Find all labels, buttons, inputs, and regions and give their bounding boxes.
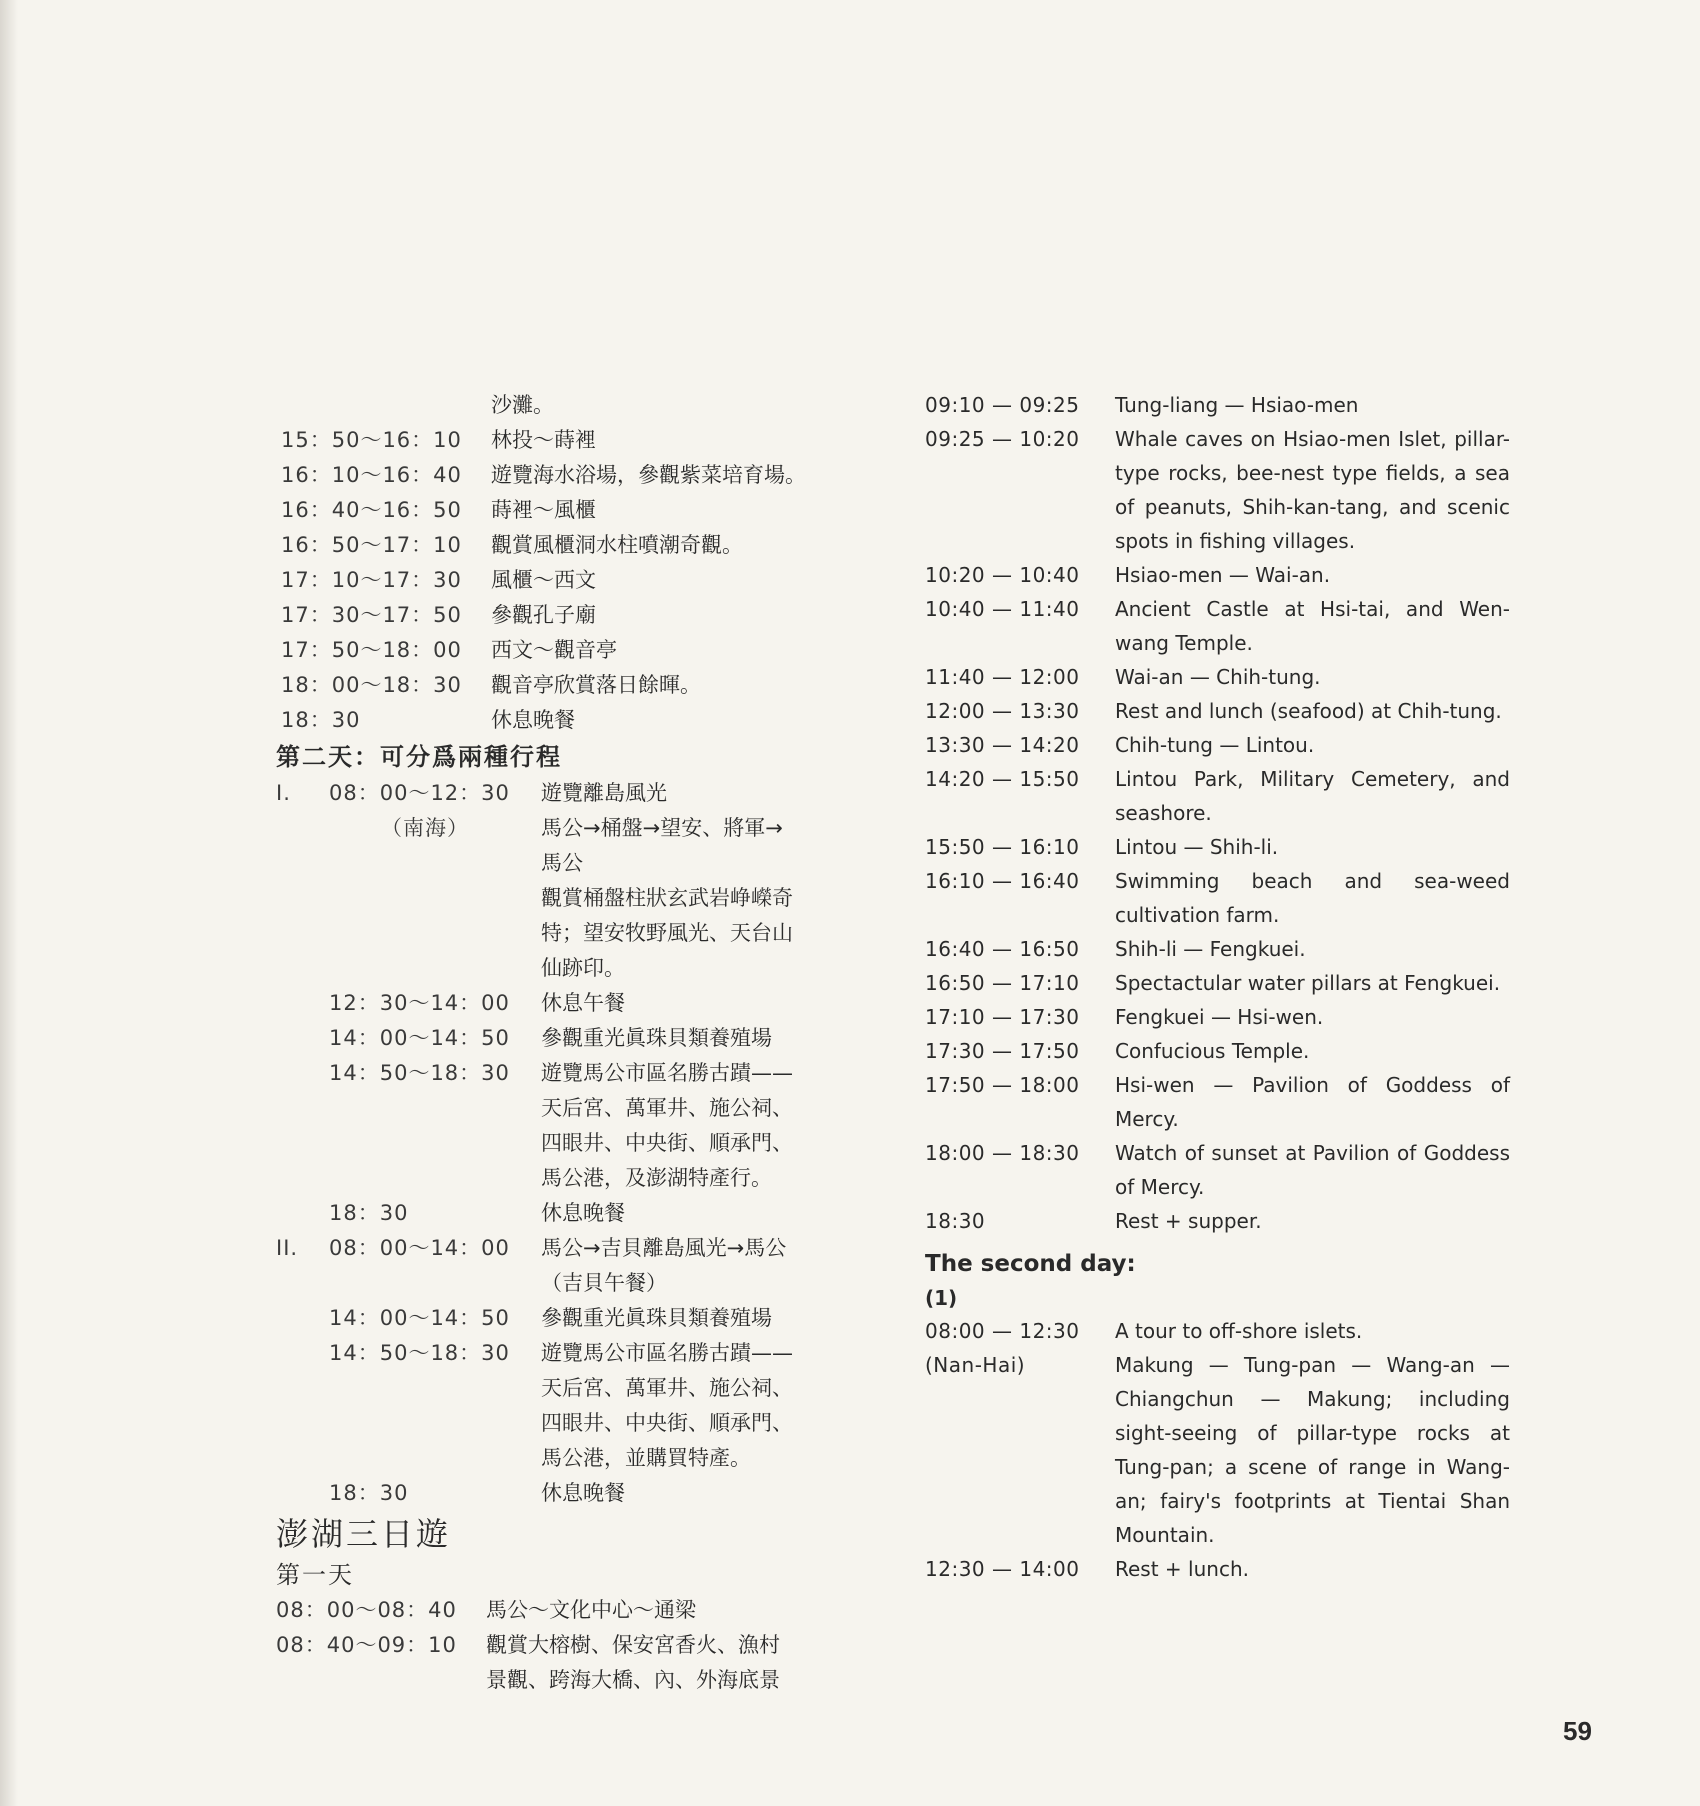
schedule-row [925, 728, 1510, 762]
activity-description: 休息晚餐 [491, 708, 575, 732]
activity-description: 觀賞大榕樹、保安宮香火、漁村 [486, 1633, 780, 1657]
time-slot: 14：50～18：30 [329, 1061, 510, 1085]
schedule-row [925, 558, 1510, 592]
activity-description: Hsiao-men — Wai-an. [1115, 563, 1331, 587]
time-slot: 18：30 [329, 1481, 409, 1505]
schedule-row [276, 633, 916, 668]
schedule-row [276, 1126, 916, 1161]
activity-description: A tour to off-shore islets. [1115, 1319, 1363, 1343]
schedule-row [925, 1034, 1510, 1068]
time-slot: 14：00～14：50 [329, 1306, 510, 1330]
activity-description: Hsi-wen — Pavilion of Goddess of Mercy. [1115, 1073, 1510, 1131]
chinese-itinerary-column [276, 388, 916, 1698]
schedule-row [925, 694, 1510, 728]
activity-description: 仙跡印。 [541, 956, 625, 980]
time-slot: 17：30～17：50 [281, 603, 462, 627]
time-slot: 18:00 — 18:30 [925, 1141, 1080, 1165]
schedule-row [276, 563, 916, 598]
three-day-tour-title: 澎湖三日遊 [276, 1515, 452, 1553]
time-slot: 16：10～16：40 [281, 463, 462, 487]
schedule-row [276, 811, 916, 846]
option-marker: II. [276, 1236, 299, 1260]
activity-description: Whale caves on Hsiao-men Islet, pillar-type rocks, bee-nest type fields, a sea of peanuts, Shih-kan-tang, and scenic spots in fishing villages. [1115, 427, 1510, 553]
time-slot: 14：50～18：30 [329, 1341, 510, 1365]
activity-description: 天后宮、萬軍井、施公祠、 [541, 1096, 793, 1120]
time-slot: 16:50 — 17:10 [925, 971, 1080, 995]
schedule-row [276, 528, 916, 563]
activity-description: Lintou Park, Military Cemetery, and seashore. [1115, 767, 1510, 825]
schedule-row [925, 932, 1510, 966]
schedule-row [276, 1476, 916, 1511]
schedule-row [925, 1552, 1510, 1586]
time-slot: 17:10 — 17:30 [925, 1005, 1080, 1029]
schedule-row [925, 1348, 1510, 1552]
schedule-row [276, 388, 916, 423]
schedule-row [276, 493, 916, 528]
activity-description: 參觀重光眞珠貝類養殖場 [541, 1306, 772, 1330]
schedule-row [925, 830, 1510, 864]
schedule-row [276, 916, 916, 951]
activity-description: Tung-liang — Hsiao-men [1115, 393, 1359, 417]
time-slot: 08:00 — 12:30 [925, 1319, 1080, 1343]
activity-description: 林投～蒔裡 [491, 428, 596, 452]
activity-description: 遊覽馬公市區名勝古蹟—— [541, 1061, 793, 1085]
time-slot: 14：00～14：50 [329, 1026, 510, 1050]
activity-description: Spectactular water pillars at Fengkuei. [1115, 971, 1501, 995]
activity-description: Makung — Tung-pan — Wang-an — Chiangchun — Makung; including sight-seeing of pillar-type rocks at Tung-pan; a scene of range in Wang-an; fairy's footprints at Tientai Shan Mountain. [1115, 1353, 1510, 1547]
second-day-heading: The second day: [925, 1251, 1136, 1277]
schedule-row [925, 1068, 1510, 1136]
time-slot: 16:40 — 16:50 [925, 937, 1080, 961]
activity-description: Shih-li — Fengkuei. [1115, 937, 1306, 961]
activity-description: 參觀重光眞珠貝類養殖場 [541, 1026, 772, 1050]
schedule-row [276, 668, 916, 703]
activity-description: Rest + supper. [1115, 1209, 1262, 1233]
schedule-row [276, 703, 916, 738]
schedule-row [276, 598, 916, 633]
activity-description: 觀音亭欣賞落日餘暉。 [491, 673, 701, 697]
time-slot: 10:20 — 10:40 [925, 563, 1080, 587]
time-slot: 18：30 [281, 708, 361, 732]
activity-description: 觀賞桶盤柱狀玄武岩峥嶸奇 [541, 886, 793, 910]
activity-description: 風櫃～西文 [491, 568, 596, 592]
activity-description: 四眼井、中央街、順承門、 [541, 1411, 793, 1435]
time-slot: 08：00～14：00 [329, 1236, 510, 1260]
activity-description: Ancient Castle at Hsi-tai, and Wen-wang Temple. [1115, 597, 1510, 655]
schedule-row [925, 966, 1510, 1000]
time-slot: 16:10 — 16:40 [925, 869, 1080, 893]
schedule-row [276, 1056, 916, 1091]
activity-description: Wai-an — Chih-tung. [1115, 665, 1321, 689]
time-slot: 17:30 — 17:50 [925, 1039, 1080, 1063]
activity-description: 休息晚餐 [541, 1201, 625, 1225]
activity-description: 觀賞風櫃洞水柱噴潮奇觀。 [491, 533, 743, 557]
schedule-row [276, 1266, 916, 1301]
time-slot: 12:30 — 14:00 [925, 1557, 1080, 1581]
schedule-row [925, 1314, 1510, 1348]
activity-description: 馬公→桶盤→望安、將軍→ [541, 816, 783, 840]
time-slot: 17：50～18：00 [281, 638, 462, 662]
english-day2-schedule [925, 1314, 1510, 1586]
schedule-row [925, 422, 1510, 558]
schedule-row [276, 776, 916, 811]
schedule-row [276, 1336, 916, 1371]
activity-description: 馬公 [541, 851, 583, 875]
page-binding-shadow [0, 0, 18, 1806]
activity-description: 馬公～文化中心～通梁 [486, 1598, 696, 1622]
activity-description: Rest + lunch. [1115, 1557, 1249, 1581]
schedule-row [925, 592, 1510, 660]
time-slot: 12:00 — 13:30 [925, 699, 1080, 723]
three-day-tour-schedule [276, 1593, 916, 1698]
schedule-row [276, 458, 916, 493]
activity-description: 休息晚餐 [541, 1481, 625, 1505]
activity-description: Watch of sunset at Pavilion of Goddess of Mercy. [1115, 1141, 1510, 1199]
schedule-row [925, 660, 1510, 694]
schedule-row [276, 1301, 916, 1336]
time-slot: 16：40～16：50 [281, 498, 462, 522]
time-slot: 10:40 — 11:40 [925, 597, 1080, 621]
time-slot: 12：30～14：00 [329, 991, 510, 1015]
schedule-row [276, 846, 916, 881]
schedule-row [925, 1000, 1510, 1034]
activity-description: Lintou — Shih-li. [1115, 835, 1279, 859]
english-itinerary-column [925, 388, 1510, 1586]
activity-description: 西文～觀音亭 [491, 638, 617, 662]
schedule-row [925, 762, 1510, 830]
time-slot: 17:50 — 18:00 [925, 1073, 1080, 1097]
activity-description: Fengkuei — Hsi-wen. [1115, 1005, 1324, 1029]
schedule-row [276, 1593, 916, 1628]
schedule-row [276, 423, 916, 458]
time-slot: 11:40 — 12:00 [925, 665, 1080, 689]
activity-description: 馬公港，及澎湖特產行。 [541, 1166, 772, 1190]
second-day-option-label: (1) [925, 1286, 958, 1310]
schedule-row [276, 986, 916, 1021]
three-day-tour-day1-heading: 第一天 [276, 1561, 354, 1589]
time-slot: （南海） [381, 816, 469, 840]
schedule-row [925, 1136, 1510, 1204]
schedule-row [276, 1628, 916, 1663]
time-slot: 08：00～08：40 [276, 1598, 457, 1622]
activity-description: 參觀孔子廟 [491, 603, 596, 627]
time-slot: 08：40～09：10 [276, 1633, 457, 1657]
activity-description: 四眼井、中央街、順承門、 [541, 1131, 793, 1155]
time-slot: 09:25 — 10:20 [925, 427, 1080, 451]
activity-description: 馬公→吉貝離島風光→馬公 [541, 1236, 787, 1260]
activity-description: 蒔裡～風櫃 [491, 498, 596, 522]
schedule-row [925, 388, 1510, 422]
activity-description: 沙灘。 [491, 393, 554, 417]
time-slot: 18：00～18：30 [281, 673, 462, 697]
activity-description: Swimming beach and sea-weed cultivation farm. [1115, 869, 1510, 927]
time-slot: 18:30 [925, 1209, 986, 1233]
time-slot: 18：30 [329, 1201, 409, 1225]
schedule-row [276, 1091, 916, 1126]
time-slot: 16：50～17：10 [281, 533, 462, 557]
schedule-row [276, 1231, 916, 1266]
schedule-row [276, 1406, 916, 1441]
time-slot: 09:10 — 09:25 [925, 393, 1080, 417]
activity-description: 景觀、跨海大橋、內、外海底景 [486, 1668, 780, 1692]
activity-description: （吉貝午餐） [541, 1271, 667, 1295]
activity-description: 特；望安牧野風光、天台山 [541, 921, 793, 945]
day2-schedule [276, 776, 916, 1511]
activity-description: 遊覽海水浴場，參觀紫菜培育場。 [491, 463, 806, 487]
page-number: 59 [1563, 1716, 1592, 1746]
activity-description: Rest and lunch (seafood) at Chih-tung. [1115, 699, 1502, 723]
schedule-row [276, 951, 916, 986]
activity-description: Chih-tung — Lintou. [1115, 733, 1315, 757]
schedule-row [276, 1441, 916, 1476]
schedule-row [276, 881, 916, 916]
english-day1-schedule [925, 388, 1510, 1238]
schedule-row [276, 1663, 916, 1698]
schedule-row [925, 1204, 1510, 1238]
time-slot: 15:50 — 16:10 [925, 835, 1080, 859]
schedule-row [925, 864, 1510, 932]
schedule-row [276, 1196, 916, 1231]
time-slot: 08：00～12：30 [329, 781, 510, 805]
schedule-row [276, 1021, 916, 1056]
time-slot: 13:30 — 14:20 [925, 733, 1080, 757]
schedule-row [276, 1371, 916, 1406]
day1-schedule [276, 388, 916, 738]
activity-description: 遊覽離島風光 [541, 781, 667, 805]
activity-description: 馬公港，並購買特產。 [541, 1446, 751, 1470]
activity-description: 遊覽馬公市區名勝古蹟—— [541, 1341, 793, 1365]
schedule-row [276, 1161, 916, 1196]
day2-heading: 第二天：可分爲兩種行程 [276, 743, 562, 771]
activity-description: 天后宮、萬軍井、施公祠、 [541, 1376, 793, 1400]
time-slot: 17：10～17：30 [281, 568, 462, 592]
time-slot: 15：50～16：10 [281, 428, 462, 452]
activity-description: Confucious Temple. [1115, 1039, 1310, 1063]
time-slot: 14:20 — 15:50 [925, 767, 1080, 791]
activity-description: 休息午餐 [541, 991, 625, 1015]
option-marker: I. [276, 781, 291, 805]
time-slot: (Nan-Hai) [925, 1353, 1026, 1377]
